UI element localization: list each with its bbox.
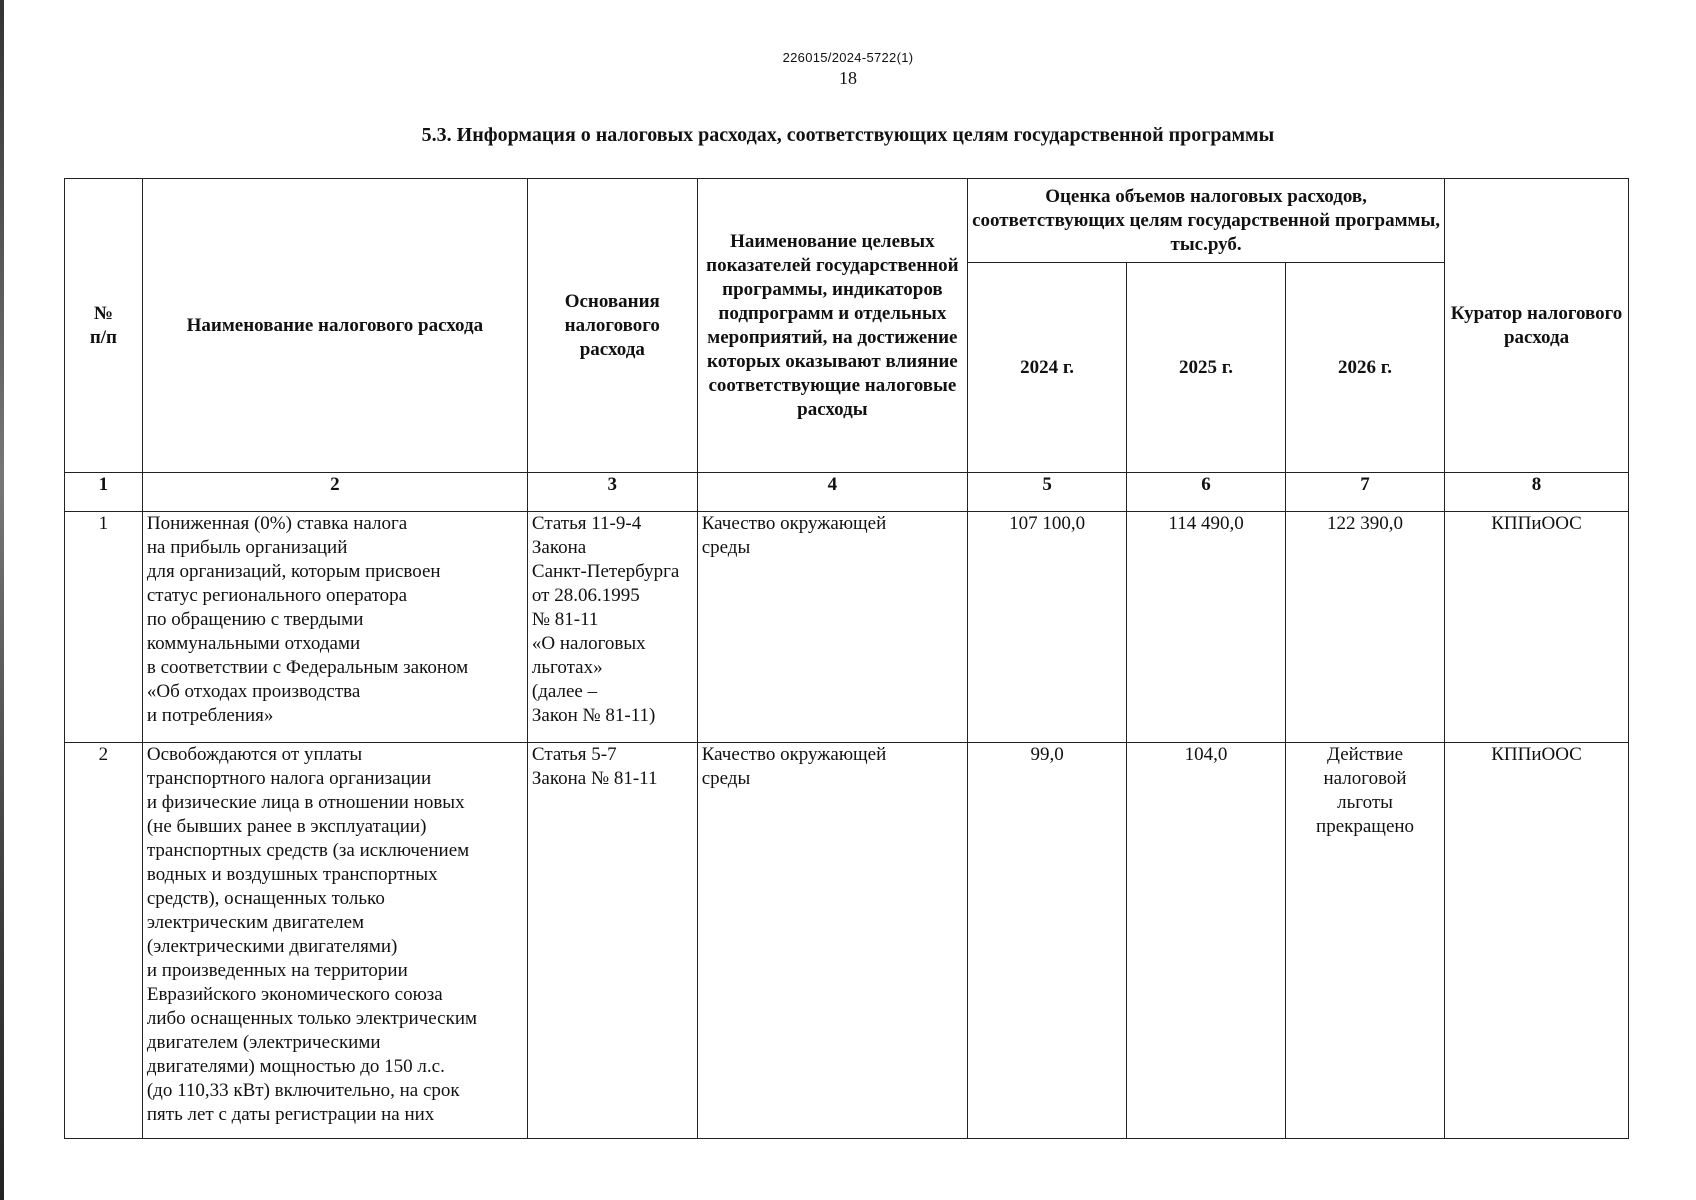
header-year-2025: 2025 г. <box>1127 263 1286 473</box>
header-estimate-group: Оценка объемов налоговых расходов, соответствующих целям государственной программы, тыс.руб. <box>968 179 1445 263</box>
row-basis: Статья 5-7 Закона № 81-11 <box>527 743 697 1139</box>
row-curator: КППиООС <box>1445 512 1629 743</box>
section-title: 5.3. Информация о налоговых расходах, соответствующих целям государственной программы <box>421 124 1275 146</box>
row-curator: КППиООС <box>1445 743 1629 1139</box>
row-basis: Статья 11-9-4 Закона Санкт-Петербурга от 28.06.1995 № 81-11 «О налоговых льготах» (далее – Закон № 81-11) <box>527 512 697 743</box>
row-value-2026: 122 390,0 <box>1286 512 1445 743</box>
row-name: Пониженная (0%) ставка налога на прибыль организаций для организаций, которым присвоен статус регионального оператора по обращению с твердыми коммунальными отходами в соответствии с Федеральным законом «Об отходах производства и потребления» <box>142 512 527 743</box>
row-indicator: Качество окружающей среды <box>697 743 967 1139</box>
column-number: 6 <box>1127 473 1286 512</box>
row-value-2024: 99,0 <box>968 743 1127 1139</box>
header-name: Наименование налогового расхода <box>142 179 527 473</box>
header-basis: Основания налогового расхода <box>527 179 697 473</box>
header-curator: Куратор налогового расхода <box>1445 179 1629 473</box>
row-num: 1 <box>65 512 143 743</box>
row-value-2025: 114 490,0 <box>1127 512 1286 743</box>
tax-expenditure-table <box>64 178 1629 1139</box>
column-number: 4 <box>697 473 967 512</box>
column-number: 5 <box>968 473 1127 512</box>
header-year-2026: 2026 г. <box>1286 263 1445 473</box>
row-indicator: Качество окружающей среды <box>697 512 967 743</box>
header-year-2024: 2024 г. <box>968 263 1127 473</box>
table-row <box>65 743 1629 1139</box>
column-number: 8 <box>1445 473 1629 512</box>
document-id: 226015/2024-5722(1) <box>782 50 914 65</box>
header-num: № п/п <box>65 179 143 473</box>
header-indicators: Наименование целевых показателей государственной программы, индикаторов подпрограмм и отдельных мероприятий, на достижение которых оказывают влияние соответствующие налоговые расходы <box>697 179 967 473</box>
column-number: 1 <box>65 473 143 512</box>
column-number: 7 <box>1286 473 1445 512</box>
row-value-2025: 104,0 <box>1127 743 1286 1139</box>
scan-edge <box>0 0 4 1200</box>
row-value-2026: Действие налоговой льготы прекращено <box>1286 743 1445 1139</box>
page-number: 18 <box>839 68 857 88</box>
column-number-row <box>65 473 1629 512</box>
table-row <box>65 512 1629 743</box>
row-name: Освобождаются от уплаты транспортного налога организации и физические лица в отношении новых (не бывших ранее в эксплуатации) транспортных средств (за исключением водных и воздушных транспортных средств), оснащенных только электрическим двигателем (электрическими двигателями) и произведенных на территории Евразийского экономического союза либо оснащенных только электрическим двигателем (электрическими двигателями) мощностью до 150 л.с. (до 110,33 кВт) включительно, на срок пять лет с даты регистрации на них <box>142 743 527 1139</box>
column-number: 2 <box>142 473 527 512</box>
column-number: 3 <box>527 473 697 512</box>
row-num: 2 <box>65 743 143 1139</box>
row-value-2024: 107 100,0 <box>968 512 1127 743</box>
